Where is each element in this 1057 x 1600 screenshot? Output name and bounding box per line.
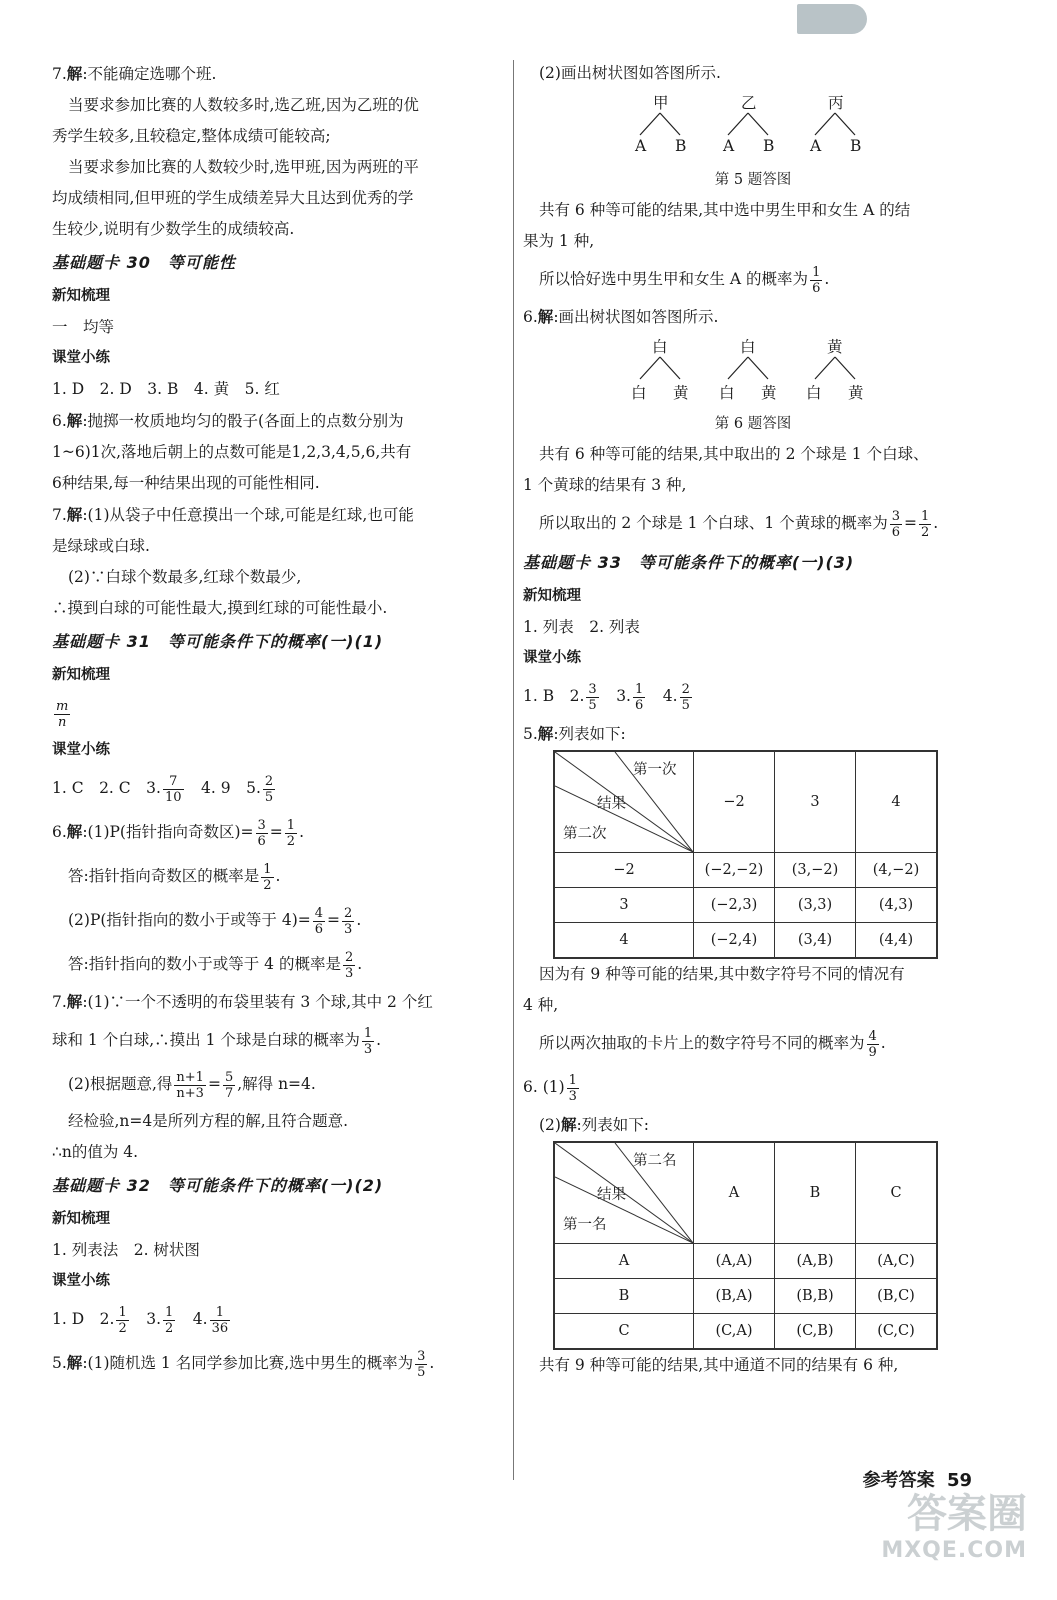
text-line: [52, 1062, 510, 1106]
q5-line: [523, 718, 983, 750]
header-label: 第一次: [633, 762, 677, 778]
subheading: 课堂小练: [52, 742, 110, 758]
q6-line: [523, 1065, 983, 1109]
header-label: 第二次: [563, 826, 607, 842]
numerator: 1: [118, 1304, 127, 1320]
column-divider: [513, 60, 514, 1480]
fraction: [174, 1070, 206, 1101]
text-line: 是绿球或白球.: [52, 537, 150, 555]
text-line: (2)∵白球个数最多,红球个数最少,: [68, 568, 302, 586]
tree-root: 乙: [741, 94, 757, 112]
tree-leaf: B: [850, 137, 862, 155]
fraction: [810, 265, 822, 296]
table-cell: (C,C): [856, 1314, 938, 1350]
tree-root: 白: [740, 338, 756, 356]
text-line: 共有 6 种等可能的结果,其中取出的 2 个球是 1 个白球、: [539, 445, 929, 463]
text-line: 生较少,说明有少数学生的成绩较高.: [52, 220, 295, 238]
tree-root: 甲: [653, 94, 669, 112]
text: 答:指针指向的数小于或等于 4 的概率是: [68, 955, 341, 973]
table-cell: (A,C): [856, 1244, 938, 1279]
numerator: 1: [568, 1072, 577, 1088]
fraction: [567, 1073, 579, 1104]
numerator: 1: [634, 681, 644, 697]
numerator: 1: [165, 1304, 174, 1320]
text: .: [299, 823, 305, 841]
column-header: A: [694, 1142, 775, 1244]
tree-leaf: 白: [806, 384, 822, 402]
figure-caption: 第 5 题答图: [714, 172, 792, 188]
q6-line: [523, 301, 983, 333]
tree-root: 丙: [828, 94, 844, 112]
denominator: 2: [263, 877, 272, 893]
text: .: [275, 867, 281, 885]
result-table-2: [553, 1141, 938, 1350]
row-header: −2: [554, 853, 694, 888]
table-cell: (−2,4): [694, 923, 775, 959]
table-cell: (B,B): [775, 1279, 856, 1314]
numerator: 3: [257, 817, 266, 833]
text: 所以两次抽取的卡片上的数字符号不同的概率为: [539, 1034, 865, 1052]
denominator: 10: [164, 789, 182, 805]
text-line: (2)画出树状图如答图所示.: [539, 64, 721, 82]
answers-line: [52, 1297, 510, 1341]
fraction: [116, 1305, 128, 1336]
text-line: [523, 1109, 983, 1141]
denominator: 6: [891, 524, 901, 540]
numerator: m: [56, 698, 69, 714]
jie-label: 解: [66, 64, 83, 83]
fraction: [210, 1305, 231, 1336]
text: :(1)随机选 1 名同学参加比赛,选中男生的概率为: [82, 1354, 414, 1372]
page-number: 59: [946, 1470, 972, 1491]
header-label: 结果: [597, 1187, 626, 1203]
fraction: [263, 774, 275, 805]
fraction: [362, 1026, 374, 1057]
text-line: [523, 1021, 983, 1065]
left-column: [52, 58, 510, 1385]
row-header: 4: [554, 923, 694, 959]
text: 1. C 2. C 3.: [52, 779, 161, 797]
table-cell: (4,4): [856, 923, 938, 959]
text-line: 1. 列表法 2. 树状图: [52, 1241, 200, 1259]
fraction: [163, 774, 184, 805]
text: :抛掷一枚质地均匀的骰子(各面上的点数分别为: [82, 412, 404, 430]
text-line: 1~6)1次,落地后朝上的点数可能是1,2,3,4,5,6,共有: [52, 443, 412, 461]
table-cell: (−2,3): [694, 888, 775, 923]
text-line: 经检验,n=4是所列方程的解,且符合题意.: [68, 1112, 349, 1130]
jie-label: 解: [66, 411, 83, 430]
row-header: C: [554, 1314, 694, 1350]
table-cell: (A,B): [775, 1244, 856, 1279]
numerator: 1: [363, 1025, 373, 1041]
text-line: 共有 6 种等可能的结果,其中选中男生甲和女生 A 的结: [539, 201, 911, 219]
q-number: 7.: [52, 65, 67, 83]
tree-leaf: 黄: [848, 384, 864, 402]
section-title-32: 基础题卡 32 等可能条件下的概率(一)(2): [52, 1176, 384, 1195]
numerator: 2: [344, 905, 353, 921]
text-line: 因为有 9 种等可能的结果,其中数字符号不同的情况有: [539, 965, 905, 983]
text-line: [523, 501, 983, 545]
column-header: B: [775, 1142, 856, 1244]
numerator: 3: [891, 508, 901, 524]
text-line: ∴n的值为 4.: [52, 1143, 139, 1161]
denominator: 2: [165, 1320, 174, 1336]
jie-label: 解: [66, 505, 83, 524]
diagonal-header-cell: [554, 1142, 694, 1244]
numerator: 7: [163, 774, 184, 790]
fraction: [867, 1029, 879, 1060]
denominator: 3: [363, 1041, 373, 1057]
table-cell: (B,A): [694, 1279, 775, 1314]
denominator: 3: [568, 1088, 577, 1104]
fraction-line: [52, 691, 510, 735]
text-line: 6种结果,每一种结果出现的可能性相同.: [52, 474, 320, 492]
tree-leaf: 白: [719, 384, 735, 402]
tree-leaf: A: [723, 137, 735, 155]
header-label: 第二名: [633, 1153, 677, 1169]
text-line: 1 个黄球的结果有 3 种,: [523, 476, 687, 494]
table-cell: (C,B): [775, 1314, 856, 1350]
header-label: 结果: [597, 796, 626, 812]
numerator: 4: [868, 1028, 877, 1044]
text: :列表如下:: [553, 725, 626, 743]
q-number: 6.: [52, 823, 67, 841]
table-cell: (4,3): [856, 888, 938, 923]
table-cell: (A,A): [694, 1244, 775, 1279]
table-row: [554, 1279, 937, 1314]
tree-diagram-q6: [523, 333, 983, 409]
fraction: [256, 818, 268, 849]
text: 4. 9 5.: [185, 779, 261, 797]
section-title-33: 基础题卡 33 等可能条件下的概率(一)(3): [523, 553, 855, 572]
footer-label: 参考答案: [862, 1470, 935, 1491]
subheading: 新知梳理: [52, 667, 110, 683]
text: .: [356, 911, 362, 929]
text-line: 当要求参加比赛的人数较少时,选甲班,因为两班的平: [68, 158, 419, 176]
q-number: 5.: [52, 1354, 67, 1372]
fraction: [54, 699, 70, 730]
denominator: 2: [118, 1320, 127, 1336]
denominator: 6: [812, 280, 821, 296]
text-line: 1. 列表 2. 列表: [523, 618, 640, 636]
table-row: [554, 853, 937, 888]
row-header: B: [554, 1279, 694, 1314]
tree-root: 黄: [827, 338, 843, 356]
text-line: 一 均等: [52, 318, 115, 336]
section-title-30: 基础题卡 30 等可能性: [52, 253, 236, 272]
answers-line: [523, 674, 983, 718]
watermark-url: MXQE.COM: [881, 1538, 1027, 1563]
jie-label: 解: [66, 822, 83, 841]
fraction: [261, 862, 273, 893]
fraction: [285, 818, 297, 849]
denominator: 5: [264, 789, 274, 805]
table-cell: (B,C): [856, 1279, 938, 1314]
text: .: [429, 1354, 435, 1372]
text: 所以取出的 2 个球是 1 个白球、1 个黄球的概率为: [539, 514, 888, 532]
fraction: [680, 682, 692, 713]
text: .: [880, 1034, 886, 1052]
jie-label: 解: [560, 1115, 577, 1134]
text: .: [933, 514, 939, 532]
denominator: 3: [344, 921, 353, 937]
column-header: C: [856, 1142, 938, 1244]
q-number: 5.: [523, 725, 538, 743]
text-line: ∴摸到白球的可能性最大,摸到红球的可能性最小.: [52, 599, 388, 617]
denominator: 6: [314, 921, 324, 937]
text-line: 当要求参加比赛的人数较多时,选乙班,因为乙班的优: [68, 96, 419, 114]
tree-leaf: 黄: [761, 384, 777, 402]
table-cell: (3,−2): [775, 853, 856, 888]
text: .: [357, 955, 363, 973]
diagonal-header-cell: [554, 751, 694, 853]
fraction: [633, 682, 645, 713]
fraction: [342, 906, 354, 937]
result-table-1: [553, 750, 938, 959]
tree-root: 白: [652, 338, 668, 356]
fraction: [919, 509, 931, 540]
text-line: 秀学生较多,且较稳定,整体成绩可能较高;: [52, 127, 331, 145]
section-title-31: 基础题卡 31 等可能条件下的概率(一)(1): [52, 632, 384, 651]
table-cell: (−2,−2): [694, 853, 775, 888]
text: :不能确定选哪个班.: [82, 65, 217, 83]
numerator: n+1: [176, 1069, 204, 1085]
text: 4.: [177, 1310, 208, 1328]
text-line: [52, 898, 510, 942]
q7-line: [52, 499, 510, 531]
table-header-row: [554, 1142, 937, 1244]
tree-diagram-q5: [523, 89, 983, 165]
answer-line: [52, 942, 510, 986]
q5-line: [52, 1341, 510, 1385]
text: (2)根据题意,得: [68, 1075, 173, 1093]
table-header-row: [554, 751, 937, 853]
text: 3.: [130, 1310, 162, 1328]
jie-label: 解: [537, 307, 554, 326]
numerator: 1: [263, 861, 272, 877]
text: =: [904, 514, 918, 532]
jie-label: 解: [66, 992, 83, 1011]
text-line: [52, 1018, 510, 1062]
denominator: n: [57, 714, 67, 730]
numerator: 1: [286, 817, 296, 833]
table-cell: (3,3): [775, 888, 856, 923]
text: 答:指针指向奇数区的概率是: [68, 867, 260, 885]
tree-leaf: 黄: [673, 384, 689, 402]
column-header: 3: [775, 751, 856, 853]
text-line: 共有 9 种等可能的结果,其中通道不同的结果有 6 种,: [539, 1356, 899, 1374]
fraction: [223, 1070, 235, 1101]
numerator: 5: [224, 1069, 234, 1085]
q-number: 7.: [52, 993, 67, 1011]
q7-line: [52, 986, 510, 1018]
numerator: 2: [681, 681, 690, 697]
text: =: [207, 1075, 221, 1093]
text: :列表如下:: [576, 1116, 649, 1134]
denominator: 2: [921, 524, 930, 540]
numerator: 1: [210, 1305, 231, 1321]
table-cell: (C,A): [694, 1314, 775, 1350]
denominator: 6: [634, 697, 644, 713]
text: 1. B 2.: [523, 687, 585, 705]
numerator: 1: [921, 508, 930, 524]
fraction: [890, 509, 902, 540]
q7-line: [52, 58, 510, 90]
fraction: [343, 950, 355, 981]
subheading: 新知梳理: [523, 588, 581, 604]
text: =: [269, 823, 283, 841]
denominator: n+3: [176, 1085, 204, 1101]
table-cell: (4,−2): [856, 853, 938, 888]
row-header: 3: [554, 888, 694, 923]
row-header: A: [554, 1244, 694, 1279]
text: 球和 1 个白球,∴摸出 1 个球是白球的概率为: [52, 1031, 360, 1049]
text: 3.: [600, 687, 631, 705]
tree-leaf: B: [675, 137, 687, 155]
q6-line: [52, 810, 510, 854]
column-header: 4: [856, 751, 938, 853]
text: 4.: [647, 687, 678, 705]
tree-leaf: B: [763, 137, 775, 155]
text: .: [376, 1031, 382, 1049]
table-row: [554, 923, 937, 959]
text: :(1)∵一个不透明的布袋里装有 3 个球,其中 2 个红: [82, 993, 433, 1011]
numerator: 2: [264, 773, 274, 789]
column-header: −2: [694, 751, 775, 853]
text: :(1)从袋子中任意摸出一个球,可能是红球,也可能: [82, 506, 414, 524]
numerator: 3: [417, 1348, 426, 1364]
table-row: [554, 1244, 937, 1279]
q-number: 7.: [52, 506, 67, 524]
jie-label: 解: [537, 724, 554, 743]
answer-line: [52, 854, 510, 898]
denominator: 5: [681, 697, 690, 713]
watermark-text: 答案圈: [907, 1491, 1027, 1537]
table-row: [554, 888, 937, 923]
denominator: 5: [417, 1364, 426, 1380]
text: :画出树状图如答图所示.: [553, 308, 719, 326]
fraction: [313, 906, 325, 937]
text-line: 果为 1 种,: [523, 232, 595, 250]
text: =: [327, 911, 341, 929]
table-row: [554, 1314, 937, 1350]
fraction: [415, 1349, 427, 1380]
text: 所以恰好选中男生甲和女生 A 的概率为: [539, 270, 809, 288]
text: :(1)P(指针指向奇数区)=: [82, 823, 254, 841]
figure-caption: 第 6 题答图: [714, 416, 792, 432]
denominator: 6: [257, 833, 266, 849]
denominator: 5: [588, 697, 597, 713]
tree-leaf: A: [635, 137, 647, 155]
subheading: 课堂小练: [52, 1273, 110, 1289]
fraction: [163, 1305, 175, 1336]
text: ,解得 n=4.: [237, 1075, 316, 1093]
q-number: 6.: [52, 412, 67, 430]
subheading: 课堂小练: [523, 650, 581, 666]
page-corner-tab: [797, 4, 867, 34]
numerator: 3: [588, 681, 597, 697]
denominator: 2: [286, 833, 296, 849]
answers-line: 1. D 2. D 3. B 4. 黄 5. 红: [52, 380, 280, 398]
text-line: [523, 257, 983, 301]
denominator: 36: [211, 1320, 229, 1336]
numerator: 1: [812, 264, 821, 280]
table-cell: (3,4): [775, 923, 856, 959]
tree-leaf: 白: [631, 384, 647, 402]
subheading: 新知梳理: [52, 1211, 110, 1227]
jie-label: 解: [66, 1353, 83, 1372]
subheading: 课堂小练: [52, 350, 110, 366]
numerator: 4: [314, 905, 324, 921]
subheading: 新知梳理: [52, 288, 110, 304]
answers-line: [52, 766, 510, 810]
text: 1. D 2.: [52, 1310, 115, 1328]
text-line: 4 种,: [523, 996, 559, 1014]
fraction: [586, 682, 598, 713]
page-footer: [863, 1466, 972, 1492]
numerator: 2: [344, 949, 354, 965]
text: (2): [539, 1116, 561, 1134]
tree-leaf: A: [810, 137, 822, 155]
watermark-logo: [857, 1490, 1027, 1595]
right-column: [523, 58, 983, 1381]
denominator: 9: [868, 1044, 877, 1060]
q-number: 6.: [523, 308, 538, 326]
text: (2)P(指针指向的数小于或等于 4)=: [68, 911, 311, 929]
text: 6. (1): [523, 1078, 565, 1096]
header-label: 第一名: [563, 1217, 607, 1233]
denominator: 7: [224, 1085, 234, 1101]
text: .: [824, 270, 830, 288]
denominator: 3: [344, 965, 354, 981]
q6-line: [52, 405, 510, 437]
text-line: 均成绩相同,但甲班的学生成绩差异大且达到优秀的学: [52, 189, 414, 207]
